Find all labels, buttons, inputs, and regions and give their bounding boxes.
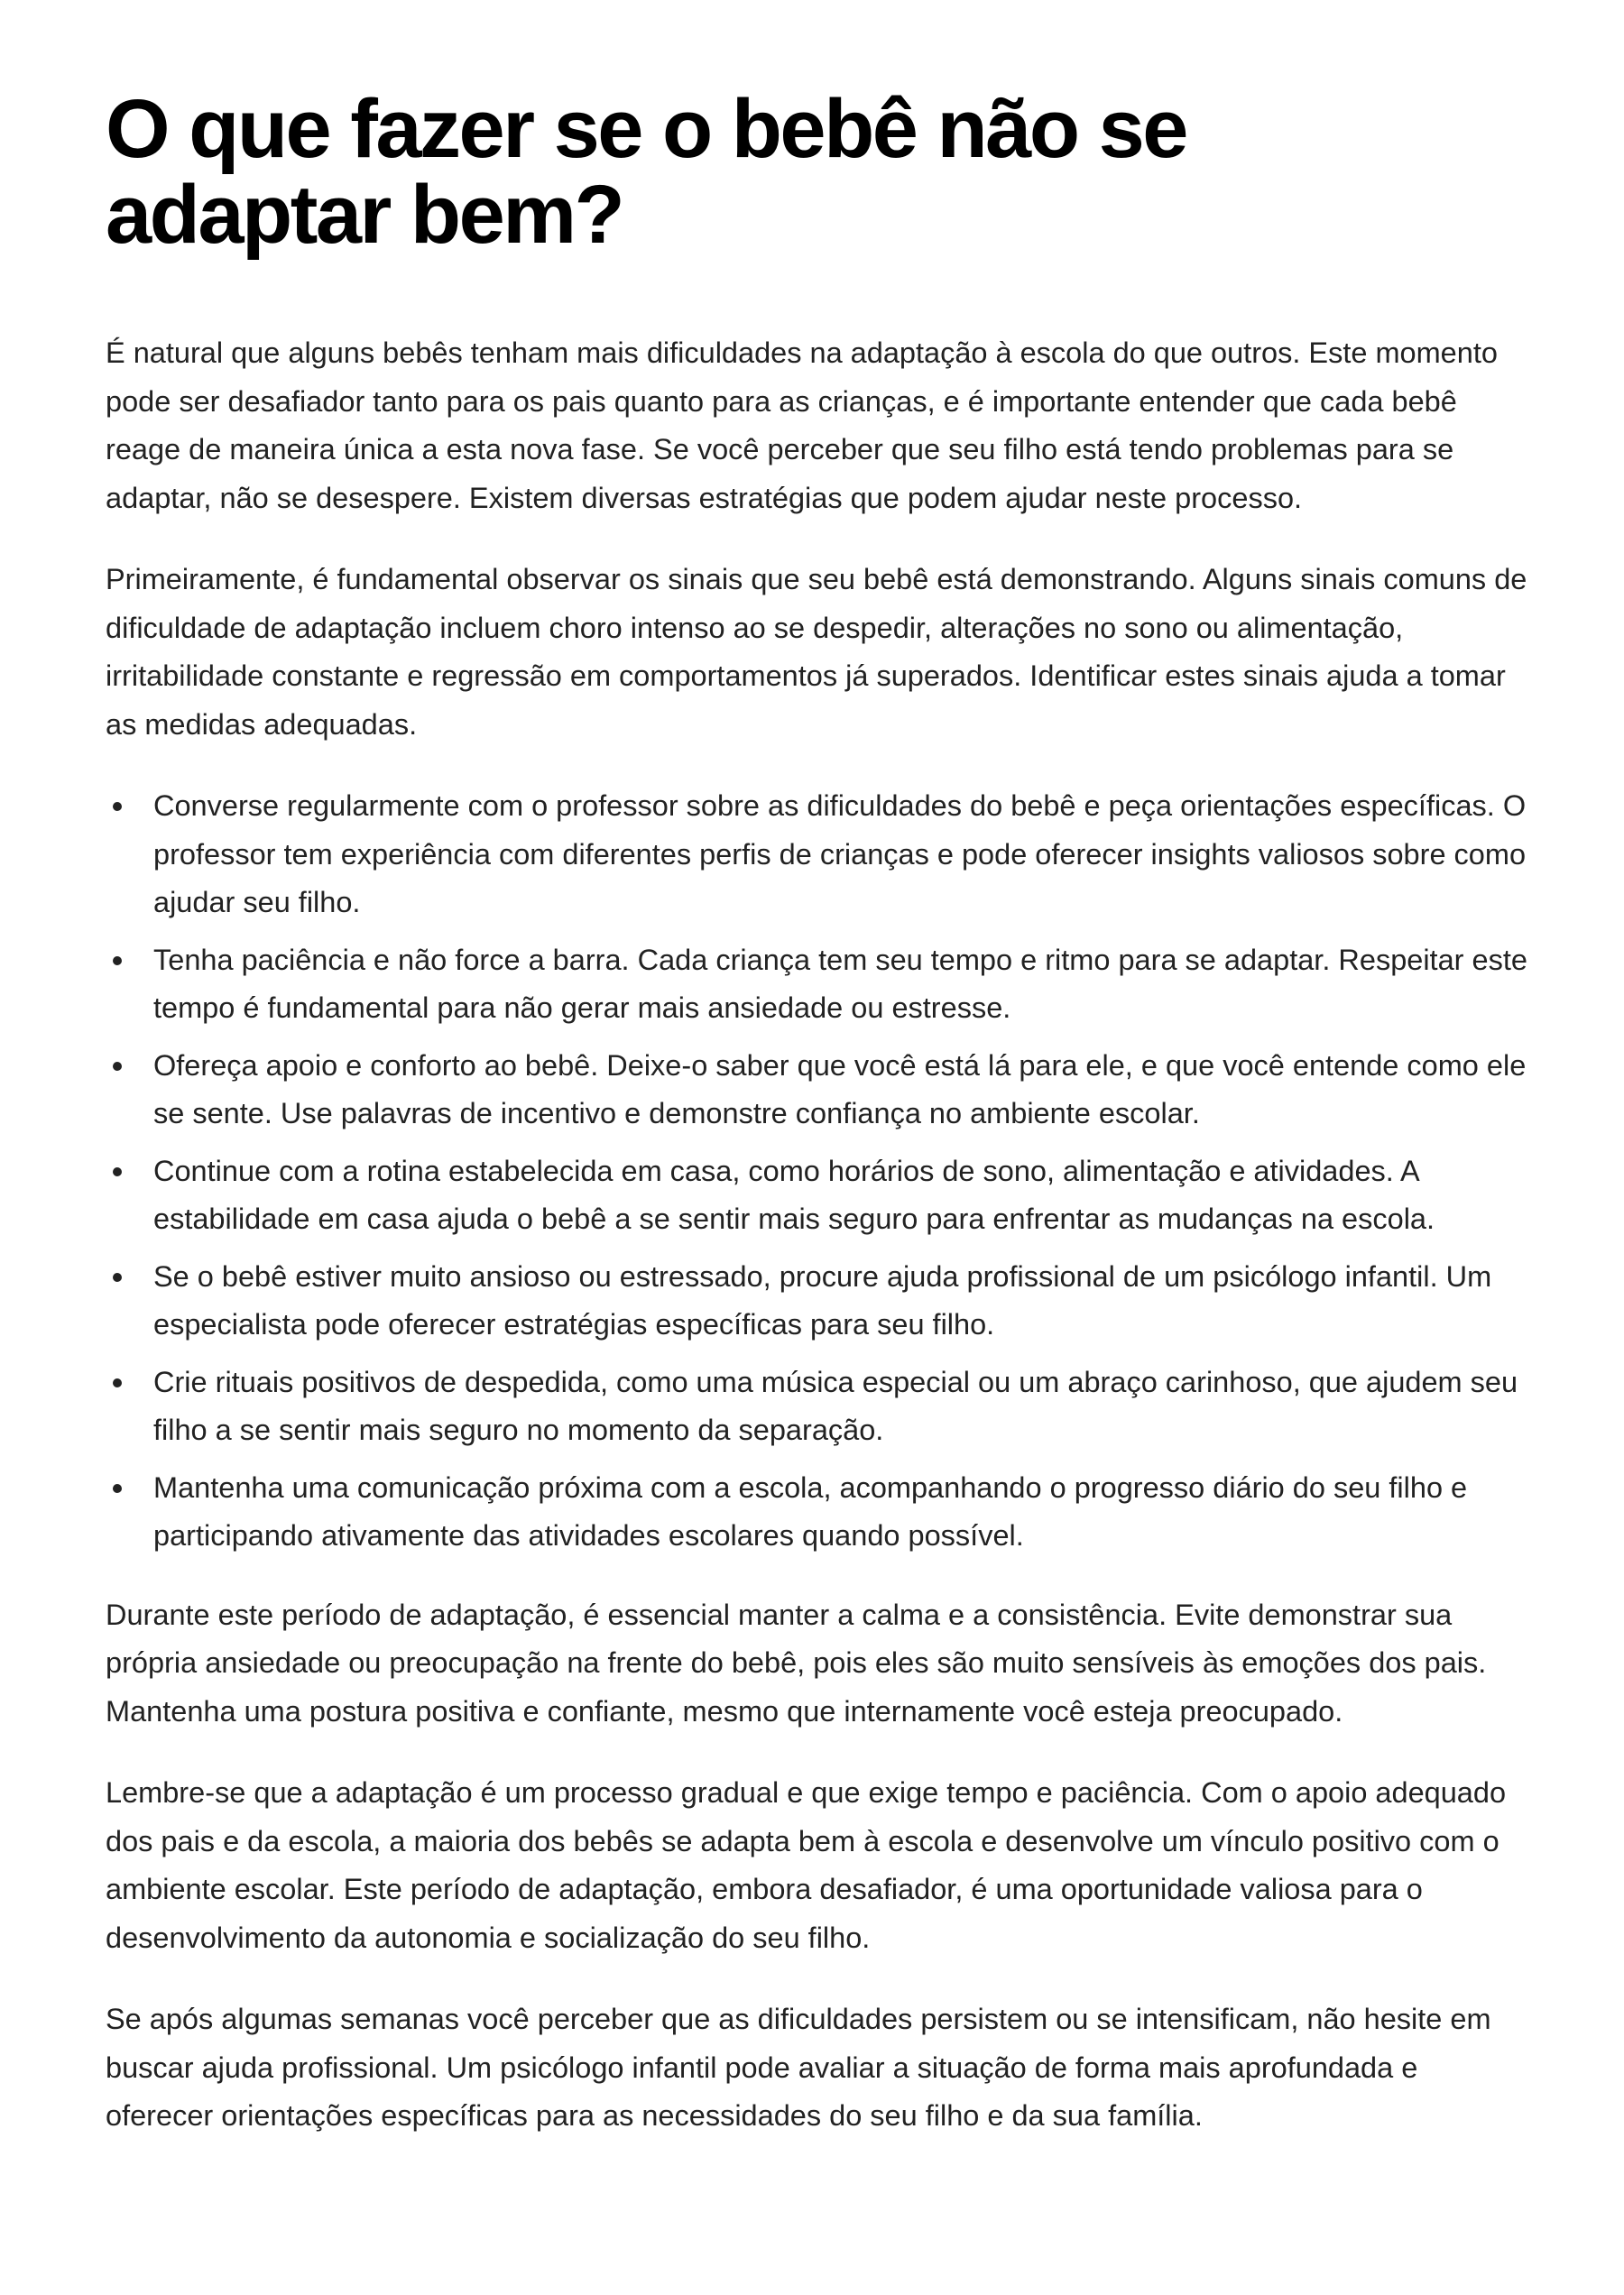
gradual-process-paragraph: Lembre-se que a adaptação é um processo gradual e que exige tempo e paciência. Com o apoio adequado dos pais e da escola, a maioria dos bebês se adapta bem à escola e desenvolve um vínculo positivo com o ambiente escolar. Este período de adaptação, embora desafiador, é uma oportunidade valiosa para o desenvolvimento da autonomia e socialização do seu filho. <box>106 1776 1507 1954</box>
bullet-icon <box>113 1062 122 1071</box>
list-item <box>106 782 1531 927</box>
page-title: O que fazer se o bebê não se adaptar bem? <box>106 83 1186 261</box>
list-item-text: Continue com a rotina estabelecida em casa, como horários de sono, alimentação e atividades. A estabilidade em casa ajuda o bebê a se sentir mais seguro para enfrentar as mudanças na escola. <box>153 1154 1435 1235</box>
intro-paragraph: É natural que alguns bebês tenham mais dificuldades na adaptação à escola do que outros. Este momento pode ser desafiador tanto para os pais quanto para as crianças, e é importante entender que cada bebê reage de maneira única a esta nova fase. Se você perceber que seu filho está tendo problemas para se adaptar, não se desespere. Existem diversas estratégias que podem ajudar neste processo. <box>106 336 1498 514</box>
list-item <box>106 1042 1531 1138</box>
list-item <box>106 1148 1531 1244</box>
professional-help-paragraph: Se após algumas semanas você perceber que as dificuldades persistem ou se intensificam, não hesite em buscar ajuda profissional. Um psicólogo infantil pode avaliar a situação de forma mais aprofundada e oferecer orientações específicas para as necessidades do seu filho e da sua família. <box>106 2003 1491 2132</box>
bullet-icon <box>113 956 122 965</box>
bullet-icon <box>113 1378 122 1387</box>
tips-list <box>106 782 1531 1561</box>
list-item-text: Se o bebê estiver muito ansioso ou estressado, procure ajuda profissional de um psicólogo infantil. Um especialista pode oferecer estratégias específicas para seu filho. <box>153 1259 1492 1341</box>
bullet-icon <box>113 802 122 811</box>
list-item <box>106 1253 1531 1350</box>
list-item-text: Converse regularmente com o professor sobre as dificuldades do bebê e peça orientações específicas. O professor tem experiência com diferentes perfis de crianças e pode oferecer insights valiosos sobre como ajudar seu filho. <box>153 789 1527 918</box>
list-item-text: Ofereça apoio e conforto ao bebê. Deixe-o saber que você está lá para ele, e que você entende como ele se sente. Use palavras de incentivo e demonstre confiança no ambiente escolar. <box>153 1048 1527 1129</box>
list-item <box>106 1359 1531 1455</box>
list-item-text: Tenha paciência e não force a barra. Cada criança tem seu tempo e ritmo para se adaptar. Respeitar este tempo é fundamental para não gerar mais ansiedade ou estresse. <box>153 943 1527 1024</box>
list-item-text: Mantenha uma comunicação próxima com a escola, acompanhando o progresso diário do seu filho e participando ativamente das atividades escolares quando possível. <box>153 1470 1468 1552</box>
bullet-icon <box>113 1273 122 1282</box>
document-page <box>106 83 1531 2141</box>
calm-paragraph: Durante este período de adaptação, é essencial manter a calma e a consistência. Evite demonstrar sua própria ansiedade ou preocupação na frente do bebê, pois eles são muito sensíveis às emoções dos pais. Mantenha uma postura positiva e confiante, mesmo que internamente você esteja preocupado. <box>106 1598 1487 1728</box>
bullet-icon <box>113 1484 122 1493</box>
bullet-icon <box>113 1167 122 1176</box>
list-item-text: Crie rituais positivos de despedida, como uma música especial ou um abraço carinhoso, que ajudem seu filho a se sentir mais seguro no momento da separação. <box>153 1365 1518 1446</box>
list-item <box>106 1464 1531 1561</box>
signs-paragraph: Primeiramente, é fundamental observar os sinais que seu bebê está demonstrando. Alguns sinais comuns de dificuldade de adaptação incluem choro intenso ao se despedir, alterações no sono ou alimentação, irritabilidade constante e regressão em comportamentos já superados. Identificar estes sinais ajuda a tomar as medidas adequadas. <box>106 563 1527 741</box>
list-item <box>106 936 1531 1033</box>
